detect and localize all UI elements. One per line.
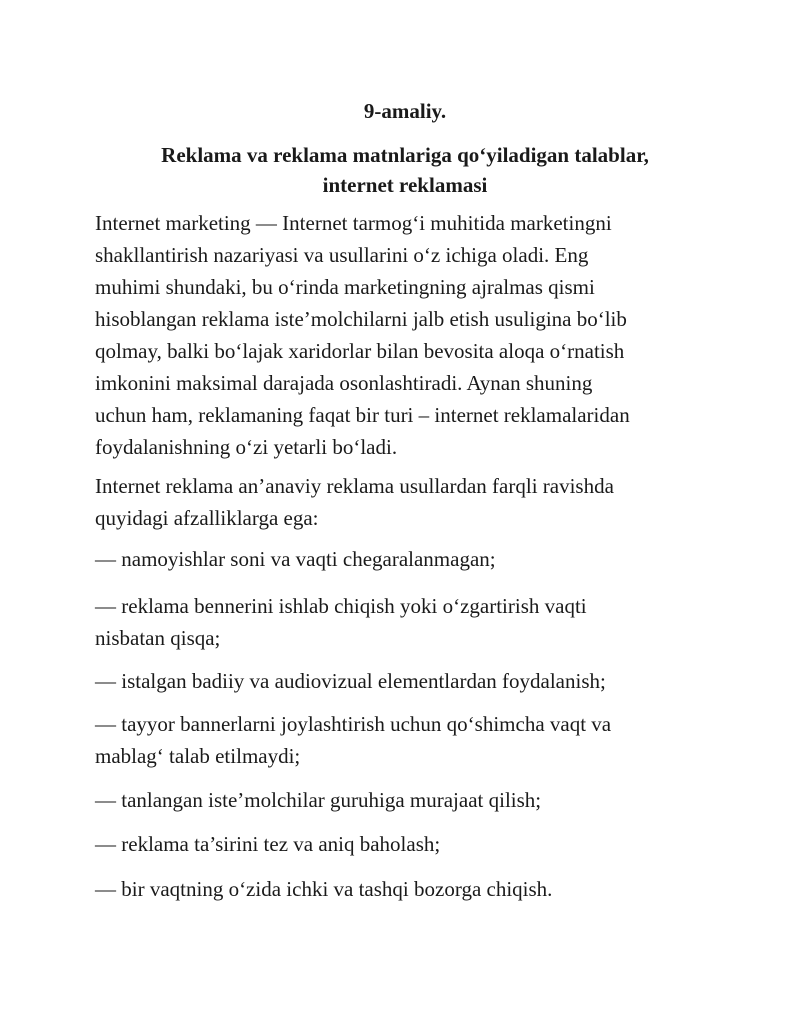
paragraph-line: shakllantirish nazariyasi va usullarini o‘z ichiga oladi. Eng: [95, 243, 589, 267]
paragraph-line: quyidagi afzalliklarga ega:: [95, 506, 319, 530]
list-item-line: — bir vaqtning o‘zida ichki va tashqi bozorga chiqish.: [95, 877, 553, 901]
paragraph-line: uchun ham, reklamaning faqat bir turi – internet reklamalaridan: [95, 403, 630, 427]
advantages-intro-paragraph: [95, 470, 715, 534]
list-item-line: — tayyor bannerlarni joylashtirish uchun qo‘shimcha vaqt va: [95, 712, 612, 736]
title-line: internet reklamasi: [322, 173, 488, 197]
list-item-line: mablag‘ talab etilmaydi;: [95, 744, 301, 768]
list-item-line: — reklama ta’sirini tez va aniq baholash;: [95, 832, 441, 856]
paragraph-line: hisoblangan reklama iste’molchilarni jalb etish usuligina bo‘lib: [95, 307, 627, 331]
paragraph-line: Internet marketing — Internet tarmog‘i muhitida marketingni: [95, 211, 612, 235]
paragraph-line: qolmay, balki bo‘lajak xaridorlar bilan bevosita aloqa o‘rnatish: [95, 339, 625, 363]
list-item-line: — tanlangan iste’molchilar guruhiga murajaat qilish;: [95, 788, 542, 812]
list-item: [95, 708, 715, 772]
list-item: [95, 873, 715, 905]
list-item: [95, 665, 715, 697]
paragraph-line: foydalanishning o‘zi yetarli bo‘ladi.: [95, 435, 398, 459]
paragraph-line: muhimi shundaki, bu o‘rinda marketingning ajralmas qismi: [95, 275, 595, 299]
list-item: [95, 828, 715, 860]
practical-number-heading: 9-amaliy.: [363, 99, 447, 123]
title-line: Reklama va reklama matnlariga qo‘yiladigan talablar,: [161, 143, 649, 167]
list-item: [95, 543, 715, 575]
list-item-line: nisbatan qisqa;: [95, 626, 221, 650]
document-title: [95, 140, 715, 200]
list-item: [95, 590, 715, 654]
intro-paragraph: [95, 207, 715, 463]
paragraph-line: imkonini maksimal darajada osonlashtiradi. Aynan shuning: [95, 371, 593, 395]
list-item: [95, 784, 715, 816]
list-item-line: — reklama bennerini ishlab chiqish yoki o‘zgartirish vaqti: [95, 594, 587, 618]
list-item-line: — istalgan badiiy va audiovizual elementlardan foydalanish;: [95, 669, 606, 693]
list-item-line: — namoyishlar soni va vaqti chegaralanmagan;: [95, 547, 496, 571]
paragraph-line: Internet reklama an’anaviy reklama usullardan farqli ravishda: [95, 474, 614, 498]
